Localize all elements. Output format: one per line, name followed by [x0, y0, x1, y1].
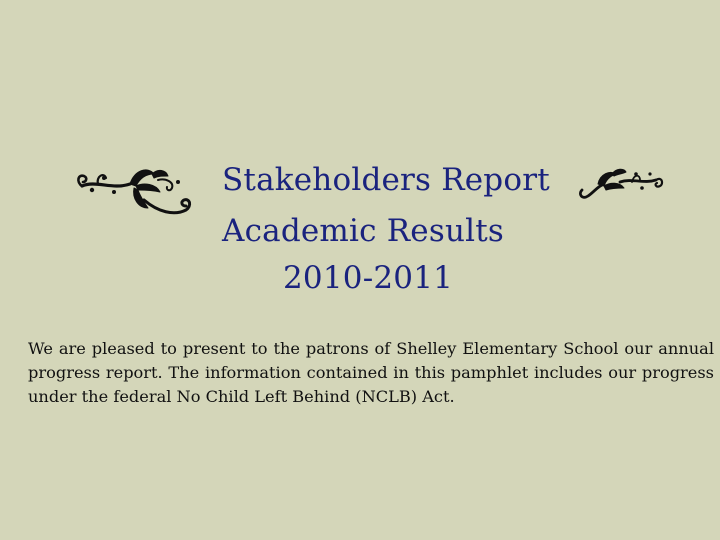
intro-paragraph: We are pleased to present to the patrons of Shelley Elementary School our annual progress report. The information contained in this pamphlet includes our progress under the federal No Child Left Behind (NCLB) Act. [28, 339, 714, 406]
right-floral-ornament-icon [576, 164, 666, 200]
title-line-3: 2010-2011 [283, 260, 454, 296]
title-line-2: Academic Results [222, 213, 504, 249]
title-line-1: Stakeholders Report [222, 162, 550, 198]
left-floral-ornament-icon [74, 160, 194, 220]
